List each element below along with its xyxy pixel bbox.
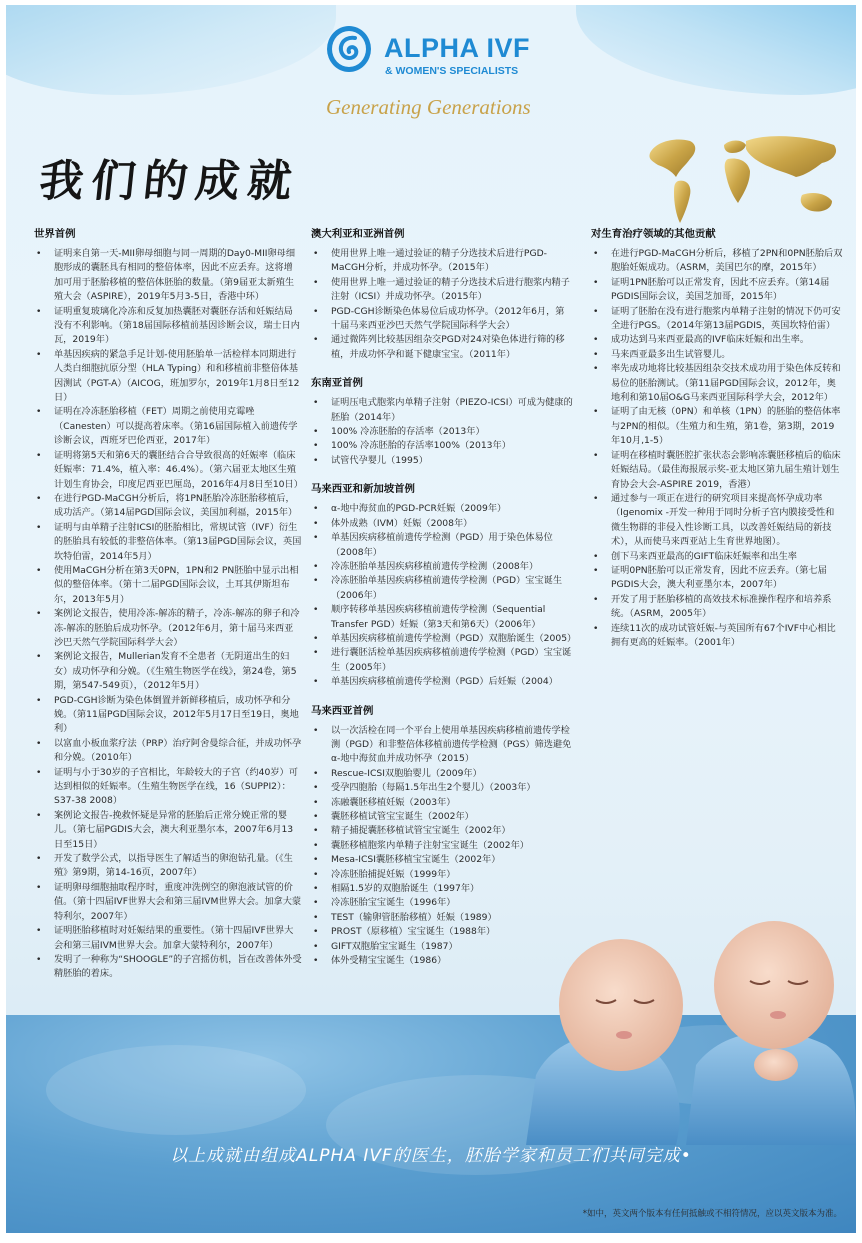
list-item: • 证明0PN胚胎可以正常发育，因此不应丢弃。（第七届PGDIS大会，澳大利亚墨尔本，2007年） <box>591 564 843 593</box>
list-item: • 使用MaCGH分析在第3天0PN，1PN和2 PN胚胎中显示出相似的整倍体率。（第十二届PGD国际会议，土耳其伊斯坦布尔，2013年5月） <box>34 564 302 607</box>
list-item: • TEST（输卵管胚胎移植）妊娠（1989） <box>311 911 573 925</box>
list-item: • 进行囊胚活检单基因疾病移植前遗传学检测（PGD）宝宝诞生（2005年） <box>311 646 573 675</box>
list-item: • 试管代孕婴儿（1995） <box>311 454 573 468</box>
list-item: • 顺序转移单基因疾病移植前遗传学检测（Sequential Transfer PGD）妊娠（第3天和第6天）（2006年） <box>311 603 573 632</box>
list-item: • 证明将第5天和第6天的囊胚结合合导致很高的妊娠率（临床妊娠率：71.4%，植入率：46.4%）。（第六届亚太地区生殖计划生育协会，印度尼西亚巴厘岛，2016年4月8日至10日） <box>34 449 302 492</box>
list-item: • 冷冻胚胎单基因疾病移植前遗传学检测（2008年） <box>311 560 573 574</box>
list-item: • PGD-CGH诊断为染色体倒置并新鲜移植后，成功怀孕和分娩。（第11届PGD国际会议，2012年5月17日至19日，奥地利） <box>34 694 302 737</box>
list-item: • 囊胚移植胞浆内单精子注射宝宝诞生（2002年） <box>311 839 573 853</box>
world-map-icon <box>646 131 846 229</box>
list-item: • 开发了数学公式，以指导医生了解适当的卵泡钻孔量。（《生殖》第9期，第14-16页，2007年） <box>34 852 302 881</box>
list-item: • 单基因疾病移植前遗传学检测（PGD）后妊娠（2004） <box>311 675 573 689</box>
list-item: • PROST（原移植）宝宝诞生（1988年） <box>311 925 573 939</box>
world-first-list <box>34 247 302 982</box>
list-item: • 100% 冷冻胚胎的存活率（2013年） <box>311 425 573 439</box>
section-heading-world-first: 世界首例 <box>34 228 76 240</box>
list-item: • 精子捕捉囊胚移植试管宝宝诞生（2002年） <box>311 824 573 838</box>
list-item: • 冷冻胚胎宝宝诞生（1996年） <box>311 896 573 910</box>
list-item: • 体外受精宝宝诞生（1986） <box>311 954 573 968</box>
list-item: • 证明了胚胎在没有进行胞浆内单精子注射的情况下仍可安全进行PGS。（2014年第13届PGDIS，英国坎特伯雷） <box>591 305 843 334</box>
page-title: 我们的成就 <box>36 156 303 207</box>
other-contributions-list <box>591 247 843 650</box>
alpha-ivf-logo <box>322 21 552 131</box>
section-heading-my-first: 马来西亚首例 <box>311 704 374 717</box>
list-item: • 成功达到马来西亚最高的IVF临床妊娠和出生率。 <box>591 333 843 347</box>
list-item: • 连续11次的成功试管妊娠-与英国所有67个IVF中心相比拥有更高的妊娠率。（2001年） <box>591 622 843 651</box>
decorative-wave-top-left <box>6 5 336 95</box>
list-item: • 发明了一种称为“SHOOGLE”的子宫摇仿机，旨在改善体外受精胚胎的着床。 <box>34 953 302 982</box>
column-right <box>591 227 843 664</box>
list-item: • 在进行PGD-MaCGH分析后，将1PN胚胎冷冻胚胎移植后，成功活产。（第14届PGD国际会议，美国加利福，2015年） <box>34 492 302 521</box>
list-item: • 案例论文报告，使用冷冻-解冻的精子，冷冻-解冻的卵子和冷冻-解冻的胚胎后成功怀孕。（2012年6月，第十届马来西亚沙巴天然气学院国际科学大会） <box>34 607 302 650</box>
list-item: • 证明压电式胞浆内单精子注射（PIEZO-ICSI）可成为健康的胚胎（2014年） <box>311 396 573 425</box>
list-item: • 证明1PN胚胎可以正常发育，因此不应丢弃。（第14届PGDIS国际会议，美国芝加哥，2015年） <box>591 276 843 305</box>
list-item: • 证明在移植时囊胚腔扩张状态会影响冻囊胚移植后的临床妊娠结局。（最佳海报展示奖-亚太地区第九届生殖计划生育协会大会-ASPIRE 2019，香港） <box>591 449 843 492</box>
my-sg-first-list <box>311 502 577 689</box>
list-item: • 通过微阵列比较基因组杂交PGD对24对染色体进行筛的移植，并成功怀孕和诞下健康宝宝。（2011年） <box>311 333 573 362</box>
list-item: • 证明在冷冻胚胎移植（FET）周期之前使用克霉唑（Canesten）可以提高着床率。（第16届国际植入前遗传学诊断会议，西班牙巴伦西亚，2017年） <box>34 405 302 448</box>
footnote: *如中，英文两个版本有任何抵触或不相符情况，应以英文版本为准。 <box>582 1209 842 1219</box>
list-item: • 单基因疾病移植前遗传学检测（PGD）双胞胎诞生（2005） <box>311 632 573 646</box>
list-item: • 证明胚胎移植时对妊娠结果的重要性。（第十四届IVF世界大会和第三届IVM世界大会。加拿大蒙特利尔，2007年） <box>34 924 302 953</box>
list-item: • 受孕四胞胎（每隔1.5年出生2个婴儿）（2003年） <box>311 781 573 795</box>
poster <box>6 5 856 1233</box>
list-item: • 囊胚移植试管宝宝诞生（2002年） <box>311 810 573 824</box>
australasia-first-list <box>311 247 573 362</box>
list-item: • 案例论文报告-挽救怀疑是异常的胚胎后正常分娩正常的婴儿。（第七届PGDIS大会，澳大利亚墨尔本，2007年6月13日至15日） <box>34 809 302 852</box>
list-item: • 率先成功地将比较基因组杂交技术成功用于染色体反转和易位的胚胎测试。（第11届PGD国际会议，2012年，奥地利和第10届O&G马来西亚国际科学大会，2012年） <box>591 362 843 405</box>
list-item: • 证明与由单精子注射ICSI的胚胎相比，常规试管（IVF）衍生的胚胎具有较低的非整倍体率。（第13届PGD国际会议，英国坎特伯雷，2014年5月） <box>34 521 302 564</box>
list-item: • 100% 冷冻胚胎的存活率100%（2013年） <box>311 439 573 453</box>
section-heading-australasia-first: 澳大利亚和亚洲首例 <box>311 228 405 240</box>
column-middle <box>311 227 577 982</box>
footer-credit: 以上成就由组成ALPHA IVF的医生，胚胎学家和员工们共同完成• <box>170 1146 692 1166</box>
list-item: • 创下马来西亚最高的GIFT临床妊娠率和出生率 <box>591 550 843 564</box>
list-item: • 在进行PGD-MaCGH分析后，移植了2PN和0PN胚胎后双胞胎妊娠成功。（ASRM，美国巴尔的摩，2015年） <box>591 247 843 276</box>
list-item: • 证明重复玻璃化冷冻和反复加热囊胚对囊胚存活和妊娠结局没有不利影响。（第18届国际移植前基因诊断会议，瑞士日内瓦，2019年） <box>34 305 302 348</box>
decorative-wave-top-right <box>576 5 856 95</box>
list-item: • 通过参与一项正在进行的研究项目来提高怀孕成功率（Igenomix -开发一种用于同时分析子宫内膜接受性和微生物群的非侵入性诊断工具，以改善妊娠结局的新技术），从而使马来西亚站上生育世界地图）。 <box>591 492 843 550</box>
list-item: • 相隔1.5岁的双胞胎诞生（1997年） <box>311 882 573 896</box>
section-heading-sea-first: 东南亚首例 <box>311 377 363 390</box>
logo-swirl-icon <box>324 23 374 73</box>
list-item: • 证明卵母细胞抽取程序时，重度冲洗例空的卵泡液试管的价值。（第十四届IVF世界大会和第三届IVM世界大会。加拿大蒙特利尔，2007年） <box>34 881 302 924</box>
column-left <box>34 227 302 996</box>
list-item: • 使用世界上唯一通过验证的精子分选技术后进行PGD-MaCGH分析，并成功怀孕。（2015年） <box>311 247 573 276</box>
brand-subname: & WOMEN'S SPECIALISTS <box>385 65 519 77</box>
twin-babies-image <box>526 875 856 1145</box>
list-item: • Rescue-ICSI双胞胎婴儿（2009年） <box>311 767 573 781</box>
list-item: • 冷冻胚胎捕捉妊娠（1999年） <box>311 868 573 882</box>
list-item: • PGD-CGH诊断染色体易位后成功怀孕。（2012年6月，第十届马来西亚沙巴天然气学院国际科学大会） <box>311 305 573 334</box>
list-item: • 案例论文报告，Mullerian发育不全患者（无阴道出生的妇女）成功怀孕和分娩。（《生殖生物医学在线》，第24卷，第5期，第547-549页），（2012年5月） <box>34 650 302 693</box>
list-item: • 马来西亚最多出生试管婴儿。 <box>591 348 843 362</box>
list-item: • 冷冻胚胎单基因疾病移植前遗传学检测（PGD）宝宝诞生（2006年） <box>311 574 573 603</box>
list-item: • 以一次活检在同一个平台上使用单基因疾病移植前遗传学检测（PGD）和非整倍体移植前遗传学检测（PGS）筛选避免α-地中海贫血并成功怀孕（2015） <box>311 724 573 767</box>
list-item: • 以富血小板血浆疗法（PRP）治疗阿舍曼综合征，并成功怀孕和分娩。（2010年） <box>34 737 302 766</box>
section-heading-my-sg-first: 马来西亚和新加坡首例 <box>311 483 415 496</box>
list-item: • 冻融囊胚移植妊娠（2003年） <box>311 796 573 810</box>
list-item: • GIFT双胞胎宝宝诞生（1987） <box>311 940 573 954</box>
list-item: • Mesa-ICSI囊胚移植宝宝诞生（2002年） <box>311 853 573 867</box>
list-item: • α-地中海贫血的PGD-PCR妊娠（2009年） <box>311 502 573 516</box>
blanket-fold <box>46 1045 306 1135</box>
list-item: • 证明了由无核（0PN）和单核（1PN）的胚胎的整倍体率与2PN的相似。（生殖力和生殖，第1卷，第3期，2019年10月,1-5） <box>591 405 843 448</box>
list-item: • 开发了用于胚胎移植的高效技术标准操作程序和培养系统。（ASRM，2005年） <box>591 593 843 622</box>
list-item: • 使用世界上唯一通过验证的精子分选技术后进行胞浆内精子注射（ICSI）并成功怀孕。（2015年） <box>311 276 573 305</box>
brand-name: ALPHA IVF <box>384 33 530 63</box>
list-item: • 单基因疾病的紧急手足计划-使用胚胎单一活检样本同期进行人类白细胞抗原分型（HLA Typing）和和移植前非整倍体基因测试（PGT-A）（AICOG，班加罗尔，2019年1月8日至12日） <box>34 348 302 406</box>
list-item: • 证明与小于30岁的子宫相比，年龄较大的子宫（约40岁）可达到相似的妊娠率。（生殖生物医学在线，16（SUPPI2）：S37-38 2008） <box>34 766 302 809</box>
list-item: • 证明来自第一天-MII卵母细胞与同一周期的Day0-MII卵母细胞形成的囊胚具有相同的整倍体率，因此不应丢弃。这将增加可用于胚胎移植的整倍体胚胎的数量。（第9届亚太新殖生殖大会（ASPIRE），2019年5月3-5日，香港中环） <box>34 247 302 305</box>
section-heading-other-contributions: 对生育治疗领域的其他贡献 <box>591 228 716 240</box>
list-item: • 体外成熟（IVM）妊娠（2008年） <box>311 517 573 531</box>
brand-tagline: Generating Generations <box>326 95 531 119</box>
list-item: • 单基因疾病移植前遗传学检测（PGD）用于染色体易位（2008年） <box>311 531 573 560</box>
sea-first-list <box>311 396 573 468</box>
